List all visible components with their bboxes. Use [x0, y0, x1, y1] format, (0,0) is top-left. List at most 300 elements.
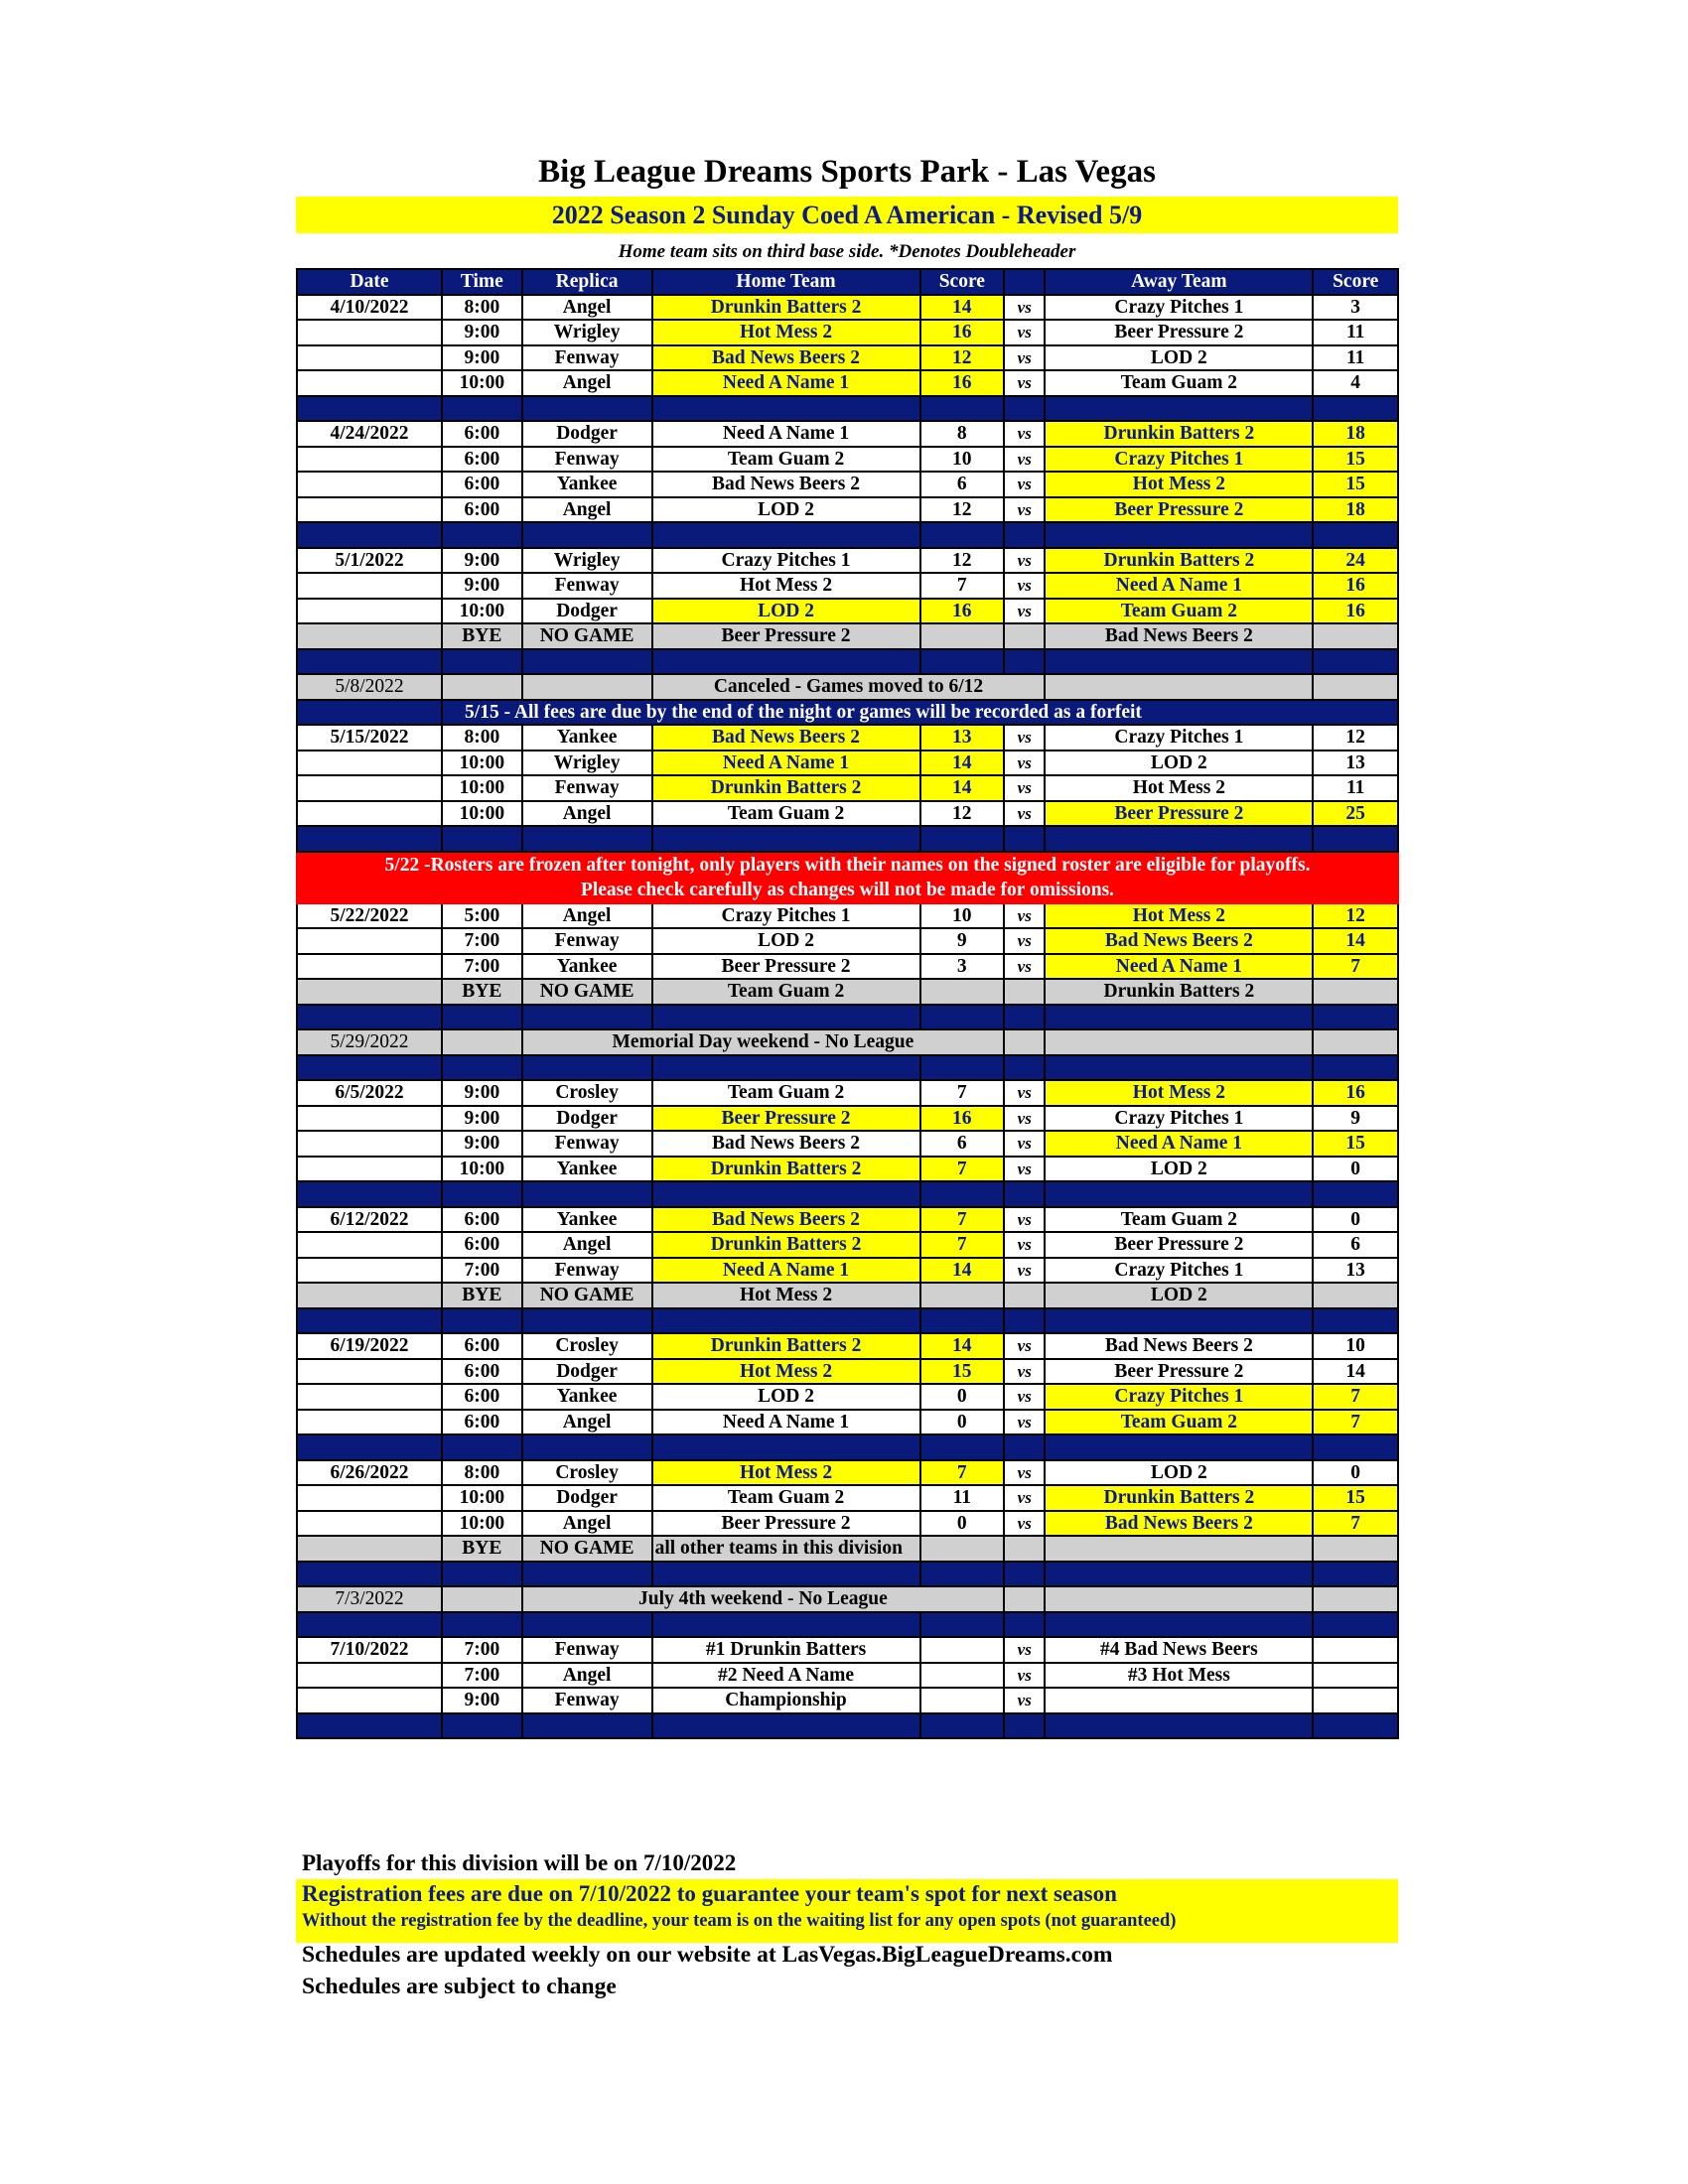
replica-cell: Yankee: [522, 472, 652, 497]
away-score-cell: 11: [1313, 775, 1398, 801]
home-score-cell: 7: [920, 1460, 1005, 1486]
separator-cell: [1004, 1055, 1045, 1081]
away-team-cell: #3 Hot Mess: [1045, 1663, 1313, 1689]
date-cell: 6/26/2022: [297, 1460, 442, 1486]
replica-cell: Yankee: [522, 1384, 652, 1410]
home-score-cell: 7: [920, 1157, 1005, 1182]
separator-cell: [522, 1055, 652, 1081]
away-score-cell: 12: [1313, 725, 1398, 751]
time-cell: 8:00: [442, 295, 522, 321]
away-score-cell: [1313, 1586, 1398, 1612]
separator-cell: [297, 1181, 442, 1207]
home-score-cell: 14: [920, 295, 1005, 321]
away-team-cell: Beer Pressure 2: [1045, 320, 1313, 345]
away-team-cell: LOD 2: [1045, 1460, 1313, 1486]
home-score-cell: 7: [920, 1080, 1005, 1106]
away-score-cell: [1313, 623, 1398, 649]
away-score-cell: 13: [1313, 1258, 1398, 1284]
time-cell: 5:00: [442, 903, 522, 929]
vs-cell: vs: [1004, 295, 1045, 321]
separator-cell: [652, 1434, 920, 1460]
date-cell: [297, 623, 442, 649]
time-cell: 6:00: [442, 1359, 522, 1385]
vs-cell: vs: [1004, 801, 1045, 827]
separator-cell: [522, 1713, 652, 1739]
col-home-score: Score: [920, 269, 1005, 295]
separator-cell: [442, 1713, 522, 1739]
vs-cell: vs: [1004, 370, 1045, 396]
home-score-cell: [920, 623, 1005, 649]
replica-cell: Angel: [522, 1511, 652, 1537]
separator-cell: [1313, 826, 1398, 852]
vs-cell: [1004, 1536, 1045, 1562]
separator-cell: [1004, 1562, 1045, 1587]
separator-cell: [442, 826, 522, 852]
home-score-cell: [920, 1637, 1005, 1663]
time-cell: 9:00: [442, 1080, 522, 1106]
date-cell: [297, 1258, 442, 1284]
away-score-cell: [1313, 1663, 1398, 1689]
home-team-note: Home team sits on third base side. *Denotes Doubleheader: [618, 241, 1076, 262]
separator-cell: [442, 1562, 522, 1587]
home-team-cell: Beer Pressure 2: [652, 1106, 920, 1132]
separator-row: [297, 1434, 1398, 1460]
away-score-cell: 9: [1313, 1106, 1398, 1132]
date-cell: [297, 599, 442, 624]
vs-cell: vs: [1004, 1333, 1045, 1359]
separator-cell: [920, 1713, 1005, 1739]
time-cell: 7:00: [442, 1258, 522, 1284]
col-time: Time: [442, 269, 522, 295]
home-score-cell: 10: [920, 447, 1005, 473]
time-cell: BYE: [442, 1283, 522, 1308]
home-score-cell: 3: [920, 954, 1005, 980]
separator-cell: [522, 1562, 652, 1587]
away-team-cell: LOD 2: [1045, 751, 1313, 776]
date-cell: [297, 1283, 442, 1308]
away-score-cell: 7: [1313, 1511, 1398, 1537]
home-score-cell: 9: [920, 928, 1005, 954]
home-team-cell: Championship: [652, 1688, 920, 1713]
registration-note: Registration fees are due on 7/10/2022 to guarantee your team's spot for next season: [302, 1881, 1117, 1906]
home-team-cell: Team Guam 2: [652, 1080, 920, 1106]
time-cell: 9:00: [442, 573, 522, 599]
home-score-cell: 6: [920, 472, 1005, 497]
vs-cell: vs: [1004, 1688, 1045, 1713]
date-cell: [297, 1511, 442, 1537]
separator-cell: [652, 1181, 920, 1207]
home-score-cell: [920, 1536, 1005, 1562]
page-title: Big League Dreams Sports Park - Las Vegas: [538, 154, 1156, 190]
separator-cell: [297, 1005, 442, 1030]
replica-cell: NO GAME: [522, 623, 652, 649]
roster-notice-cell: [297, 852, 1398, 903]
game-row: [297, 928, 1398, 954]
home-team-cell: Need A Name 1: [652, 1410, 920, 1435]
away-score-cell: [1313, 1283, 1398, 1308]
away-team-cell: [1045, 1029, 1313, 1055]
replica-cell: Angel: [522, 1663, 652, 1689]
game-row: [297, 1258, 1398, 1284]
vs-cell: vs: [1004, 447, 1045, 473]
vs-cell: vs: [1004, 548, 1045, 574]
separator-cell: [652, 1055, 920, 1081]
replica-cell: Yankee: [522, 1207, 652, 1233]
home-score-cell: 13: [920, 725, 1005, 751]
home-score-cell: 16: [920, 1106, 1005, 1132]
bye-row: [297, 1536, 1398, 1562]
home-team-cell: Team Guam 2: [652, 447, 920, 473]
date-cell: [297, 320, 442, 345]
time-cell: 10:00: [442, 1485, 522, 1511]
home-score-cell: 12: [920, 801, 1005, 827]
home-score-cell: 12: [920, 345, 1005, 371]
time-cell: 9:00: [442, 1688, 522, 1713]
separator-cell: [1004, 826, 1045, 852]
home-team-cell: Hot Mess 2: [652, 320, 920, 345]
home-score-cell: 6: [920, 1131, 1005, 1157]
date-cell: [297, 1384, 442, 1410]
home-score-cell: 15: [920, 1359, 1005, 1385]
home-score-cell: 7: [920, 1232, 1005, 1258]
separator-cell: [442, 1308, 522, 1334]
separator-row: [297, 826, 1398, 852]
vs-cell: vs: [1004, 1511, 1045, 1537]
separator-cell: [1004, 396, 1045, 422]
game-row: [297, 1384, 1398, 1410]
separator-cell: [652, 649, 920, 675]
date-cell: 5/29/2022: [297, 1029, 442, 1055]
date-cell: [297, 1232, 442, 1258]
game-row: [297, 903, 1398, 929]
message-cell: Canceled - Games moved to 6/12: [652, 674, 1046, 700]
separator-cell: [652, 522, 920, 548]
time-cell: BYE: [442, 1536, 522, 1562]
separator-cell: [1045, 1005, 1313, 1030]
away-score-cell: [1313, 1688, 1398, 1713]
date-cell: 4/10/2022: [297, 295, 442, 321]
date-cell: 7/10/2022: [297, 1637, 442, 1663]
vs-cell: [1004, 1586, 1045, 1612]
separator-cell: [1313, 1055, 1398, 1081]
date-cell: [297, 979, 442, 1005]
separator-row: [297, 522, 1398, 548]
replica-cell: Angel: [522, 801, 652, 827]
separator-cell: [652, 396, 920, 422]
separator-cell: [522, 1181, 652, 1207]
date-cell: [297, 447, 442, 473]
separator-row: [297, 1308, 1398, 1334]
separator-row: [297, 1005, 1398, 1030]
time-cell: 6:00: [442, 1207, 522, 1233]
away-score-cell: 0: [1313, 1157, 1398, 1182]
time-cell: 10:00: [442, 775, 522, 801]
away-team-cell: Team Guam 2: [1045, 370, 1313, 396]
away-team-cell: Team Guam 2: [1045, 1207, 1313, 1233]
message-row: [297, 1586, 1398, 1612]
game-row: [297, 295, 1398, 321]
home-score-cell: 16: [920, 599, 1005, 624]
time-cell: 7:00: [442, 1663, 522, 1689]
time-cell: 7:00: [442, 954, 522, 980]
separator-cell: [522, 1308, 652, 1334]
separator-cell: [652, 1612, 920, 1638]
away-team-cell: LOD 2: [1045, 345, 1313, 371]
home-team-cell: LOD 2: [652, 599, 920, 624]
home-team-cell: Crazy Pitches 1: [652, 548, 920, 574]
separator-row: [297, 1713, 1398, 1739]
separator-cell: [920, 522, 1005, 548]
home-team-cell: Drunkin Batters 2: [652, 1232, 920, 1258]
away-score-cell: 6: [1313, 1232, 1398, 1258]
game-row: [297, 1080, 1398, 1106]
home-team-cell: LOD 2: [652, 928, 920, 954]
separator-cell: [652, 1562, 920, 1587]
replica-cell: Fenway: [522, 345, 652, 371]
home-team-cell: Hot Mess 2: [652, 1359, 920, 1385]
home-score-cell: [920, 979, 1005, 1005]
separator-cell: [920, 649, 1005, 675]
date-cell: [297, 1131, 442, 1157]
home-team-cell: Need A Name 1: [652, 370, 920, 396]
date-cell: [297, 1536, 442, 1562]
date-cell: [297, 700, 442, 726]
away-score-cell: 0: [1313, 1460, 1398, 1486]
away-score-cell: [1313, 1029, 1398, 1055]
replica-cell: Angel: [522, 1232, 652, 1258]
home-score-cell: 16: [920, 320, 1005, 345]
game-row: [297, 472, 1398, 497]
separator-cell: [442, 1005, 522, 1030]
vs-cell: vs: [1004, 928, 1045, 954]
separator-cell: [297, 1562, 442, 1587]
home-team-cell: Team Guam 2: [652, 801, 920, 827]
separator-cell: [442, 1434, 522, 1460]
separator-cell: [1004, 649, 1045, 675]
replica-cell: Crosley: [522, 1460, 652, 1486]
replica-cell: Angel: [522, 497, 652, 523]
game-row: [297, 954, 1398, 980]
date-cell: 5/15/2022: [297, 725, 442, 751]
separator-cell: [920, 826, 1005, 852]
date-cell: [297, 1157, 442, 1182]
separator-cell: [522, 522, 652, 548]
date-cell: [297, 954, 442, 980]
home-score-cell: 0: [920, 1410, 1005, 1435]
game-row: [297, 751, 1398, 776]
home-score-cell: 0: [920, 1384, 1005, 1410]
away-score-cell: 15: [1313, 447, 1398, 473]
separator-cell: [1313, 1308, 1398, 1334]
home-score-cell: 10: [920, 903, 1005, 929]
game-row: [297, 599, 1398, 624]
away-score-cell: 15: [1313, 1131, 1398, 1157]
separator-cell: [1313, 1562, 1398, 1587]
separator-cell: [652, 1308, 920, 1334]
game-row: [297, 1460, 1398, 1486]
time-cell: 8:00: [442, 725, 522, 751]
separator-cell: [1004, 1612, 1045, 1638]
separator-row: [297, 649, 1398, 675]
away-score-cell: 7: [1313, 954, 1398, 980]
home-score-cell: 7: [920, 1207, 1005, 1233]
home-score-cell: 16: [920, 370, 1005, 396]
replica-cell: Fenway: [522, 447, 652, 473]
roster-notice-line2: Please check carefully as changes will not be made for omissions.: [580, 879, 1115, 900]
away-score-cell: 14: [1313, 1359, 1398, 1385]
game-row: [297, 320, 1398, 345]
home-team-cell: Hot Mess 2: [652, 573, 920, 599]
separator-cell: [522, 1434, 652, 1460]
waiting-list-note: Without the registration fee by the deadline, your team is on the waiting list for any open spots (not guaranteed): [302, 1911, 1177, 1931]
separator-cell: [297, 1612, 442, 1638]
separator-cell: [297, 826, 442, 852]
home-team-cell: Team Guam 2: [652, 979, 920, 1005]
away-score-cell: [1313, 674, 1398, 700]
vs-cell: vs: [1004, 472, 1045, 497]
vs-cell: vs: [1004, 1663, 1045, 1689]
date-cell: 5/8/2022: [297, 674, 442, 700]
fees-notice-row: [297, 700, 1398, 726]
replica-cell: Angel: [522, 903, 652, 929]
vs-cell: vs: [1004, 1637, 1045, 1663]
away-score-cell: [1313, 979, 1398, 1005]
separator-cell: [1045, 649, 1313, 675]
replica-cell: Dodger: [522, 1485, 652, 1511]
away-team-cell: Hot Mess 2: [1045, 1080, 1313, 1106]
away-team-cell: Hot Mess 2: [1045, 472, 1313, 497]
game-row: [297, 370, 1398, 396]
separator-cell: [297, 1308, 442, 1334]
away-team-cell: Crazy Pitches 1: [1045, 1258, 1313, 1284]
home-team-cell: #1 Drunkin Batters: [652, 1637, 920, 1663]
vs-cell: [1004, 1029, 1045, 1055]
col-vs: [1004, 269, 1045, 295]
away-score-cell: 15: [1313, 472, 1398, 497]
col-away-team: Away Team: [1045, 269, 1313, 295]
home-score-cell: [920, 1283, 1005, 1308]
away-team-cell: Need A Name 1: [1045, 573, 1313, 599]
away-team-cell: #4 Bad News Beers: [1045, 1637, 1313, 1663]
separator-cell: [1045, 1612, 1313, 1638]
vs-cell: [1004, 1283, 1045, 1308]
time-cell: 10:00: [442, 801, 522, 827]
separator-cell: [1045, 1434, 1313, 1460]
time-cell: 6:00: [442, 1384, 522, 1410]
bye-row: [297, 979, 1398, 1005]
time-cell: 6:00: [442, 472, 522, 497]
replica-cell: Angel: [522, 1410, 652, 1435]
away-team-cell: Drunkin Batters 2: [1045, 1485, 1313, 1511]
time-cell: 10:00: [442, 370, 522, 396]
away-team-cell: Bad News Beers 2: [1045, 1511, 1313, 1537]
season-subtitle: 2022 Season 2 Sunday Coed A American - Revised 5/9: [296, 197, 1398, 233]
home-team-cell: all other teams in this division: [652, 1536, 920, 1562]
separator-cell: [522, 649, 652, 675]
away-team-cell: Bad News Beers 2: [1045, 928, 1313, 954]
message-row: [297, 1029, 1398, 1055]
vs-cell: vs: [1004, 1258, 1045, 1284]
message-cell: Memorial Day weekend - No League: [522, 1029, 1004, 1055]
game-row: [297, 1688, 1398, 1713]
time-cell: 6:00: [442, 1232, 522, 1258]
replica-cell: Wrigley: [522, 548, 652, 574]
date-cell: [297, 370, 442, 396]
separator-cell: [1045, 1181, 1313, 1207]
away-team-cell: Team Guam 2: [1045, 599, 1313, 624]
separator-cell: [920, 1308, 1005, 1334]
roster-notice-line1: 5/22 -Rosters are frozen after tonight, only players with their names on the signed roster are eligible for playoffs.: [384, 854, 1311, 876]
home-team-cell: #2 Need A Name: [652, 1663, 920, 1689]
home-team-cell: Drunkin Batters 2: [652, 775, 920, 801]
home-team-cell: Bad News Beers 2: [652, 1207, 920, 1233]
date-cell: [297, 775, 442, 801]
time-cell: 6:00: [442, 1333, 522, 1359]
separator-row: [297, 1612, 1398, 1638]
vs-cell: vs: [1004, 320, 1045, 345]
date-cell: [297, 801, 442, 827]
game-row: [297, 801, 1398, 827]
home-team-cell: Hot Mess 2: [652, 1460, 920, 1486]
separator-cell: [1045, 1713, 1313, 1739]
time-cell: 7:00: [442, 928, 522, 954]
time-cell: 6:00: [442, 421, 522, 447]
replica-cell: Yankee: [522, 954, 652, 980]
separator-cell: [1045, 1055, 1313, 1081]
replica-cell: NO GAME: [522, 1536, 652, 1562]
game-row: [297, 447, 1398, 473]
game-row: [297, 1106, 1398, 1132]
separator-row: [297, 1562, 1398, 1587]
home-score-cell: 11: [920, 1485, 1005, 1511]
game-row: [297, 1207, 1398, 1233]
time-cell: [442, 674, 522, 700]
away-score-cell: 11: [1313, 345, 1398, 371]
away-score-cell: 0: [1313, 1207, 1398, 1233]
date-cell: [297, 751, 442, 776]
home-score-cell: [920, 1688, 1005, 1713]
separator-cell: [652, 1005, 920, 1030]
home-score-cell: 0: [920, 1511, 1005, 1537]
time-cell: 9:00: [442, 320, 522, 345]
away-team-cell: [1045, 674, 1313, 700]
away-team-cell: [1045, 1688, 1313, 1713]
vs-cell: vs: [1004, 1131, 1045, 1157]
away-team-cell: LOD 2: [1045, 1157, 1313, 1182]
game-row: [297, 497, 1398, 523]
vs-cell: vs: [1004, 903, 1045, 929]
date-cell: 6/5/2022: [297, 1080, 442, 1106]
change-note: Schedules are subject to change: [302, 1974, 617, 1999]
home-team-cell: Need A Name 1: [652, 1258, 920, 1284]
separator-cell: [1045, 522, 1313, 548]
separator-cell: [297, 1434, 442, 1460]
schedule-body: [297, 295, 1398, 1739]
away-team-cell: Drunkin Batters 2: [1045, 548, 1313, 574]
home-team-cell: Drunkin Batters 2: [652, 1157, 920, 1182]
replica-cell: Dodger: [522, 421, 652, 447]
message-row: [297, 674, 1398, 700]
home-team-cell: Bad News Beers 2: [652, 472, 920, 497]
away-team-cell: [1045, 1536, 1313, 1562]
home-score-cell: 14: [920, 775, 1005, 801]
date-cell: 7/3/2022: [297, 1586, 442, 1612]
home-team-cell: Drunkin Batters 2: [652, 1333, 920, 1359]
separator-cell: [442, 1055, 522, 1081]
separator-cell: [652, 1713, 920, 1739]
replica-cell: Dodger: [522, 1359, 652, 1385]
away-score-cell: 14: [1313, 928, 1398, 954]
